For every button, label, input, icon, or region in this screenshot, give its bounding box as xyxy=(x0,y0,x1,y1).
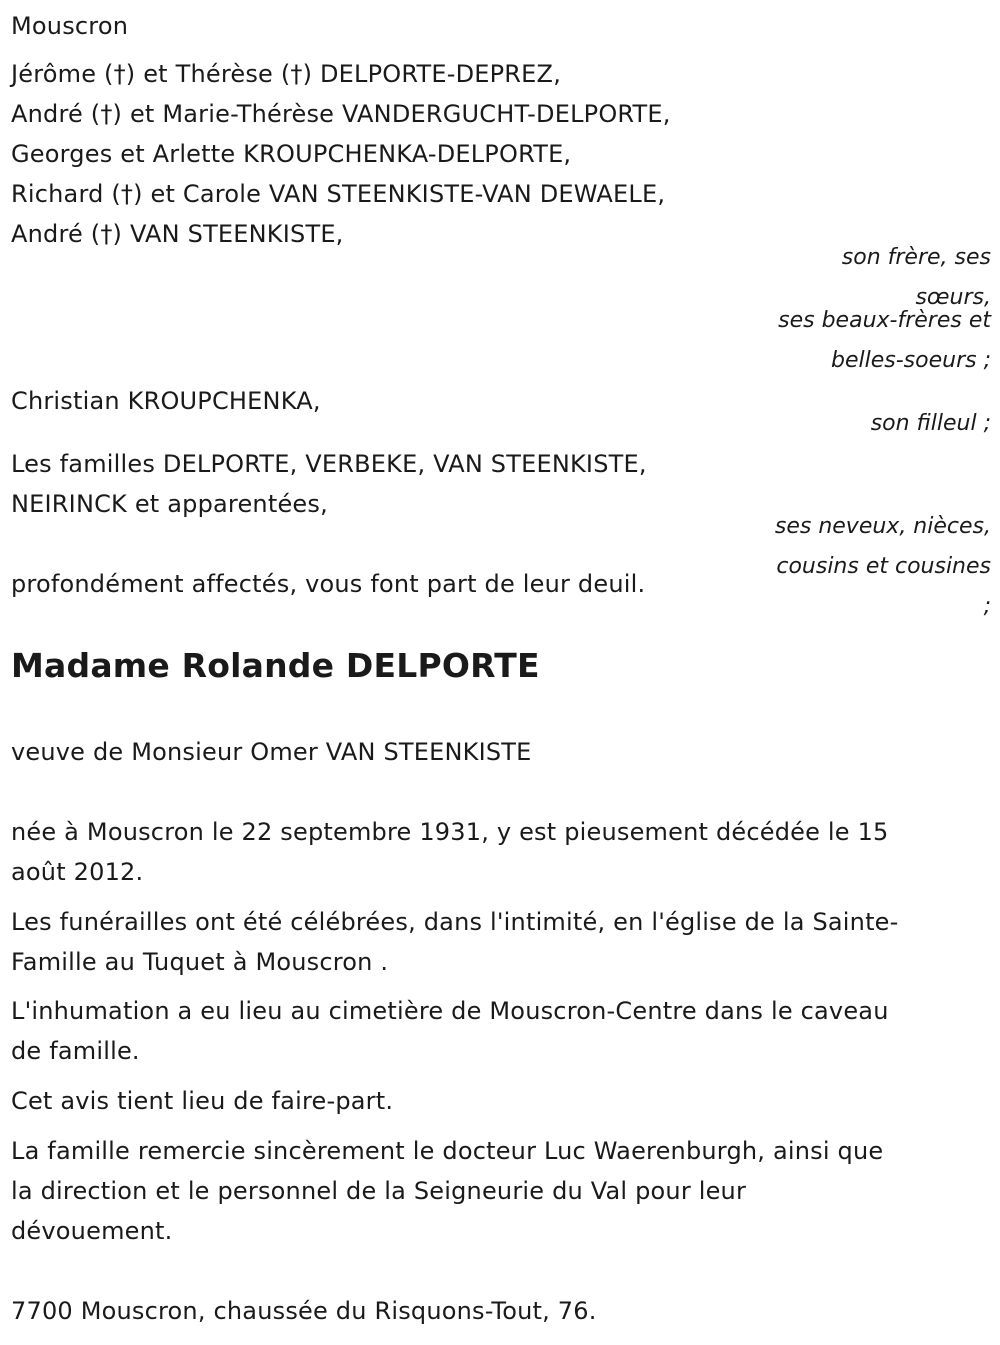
relation-nephews: cousins et cousines xyxy=(776,554,991,579)
family-line: Georges et Arlette KROUPCHENKA-DELPORTE, xyxy=(11,140,572,168)
relation-siblings: son frère, ses xyxy=(841,245,991,270)
deceased-name: Madame Rolande DELPORTE xyxy=(11,646,540,685)
notice-line: Cet avis tient lieu de faire-part. xyxy=(11,1087,394,1115)
funeral-line: Famille au Tuquet à Mouscron . xyxy=(11,948,389,976)
thanks-line: dévouement. xyxy=(11,1217,173,1245)
relation-nephews: ; xyxy=(983,594,991,619)
city-header: Mouscron xyxy=(11,12,129,40)
godson-name: Christian KROUPCHENKA, xyxy=(11,387,321,415)
families-line: Les familles DELPORTE, VERBEKE, VAN STEENKISTE, xyxy=(11,450,647,478)
address: 7700 Mouscron, chaussée du Risquons-Tout, 76. xyxy=(11,1297,597,1325)
burial-line: de famille. xyxy=(11,1037,140,1065)
relation-inlaws: belles-soeurs ; xyxy=(831,348,991,373)
family-line: Richard (†) et Carole VAN STEENKISTE-VAN DEWAELE, xyxy=(11,180,666,208)
birth-death-line: née à Mouscron le 22 septembre 1931, y est pieusement décédée le 15 xyxy=(11,818,889,846)
relation-nephews: ses neveux, nièces, xyxy=(774,514,991,539)
family-line: André (†) VAN STEENKISTE, xyxy=(11,220,344,248)
relation-siblings: sœurs, xyxy=(915,285,991,310)
families-line: NEIRINCK et apparentées, xyxy=(11,490,328,518)
spouse-line: veuve de Monsieur Omer VAN STEENKISTE xyxy=(11,738,532,766)
funeral-line: Les funérailles ont été célébrées, dans l'intimité, en l'église de la Sainte- xyxy=(11,908,899,936)
birth-death-line: août 2012. xyxy=(11,858,144,886)
announcement: profondément affectés, vous font part de leur deuil. xyxy=(11,570,646,598)
burial-line: L'inhumation a eu lieu au cimetière de Mouscron-Centre dans le caveau xyxy=(11,997,889,1025)
relation-godson: son filleul ; xyxy=(870,411,991,436)
relation-inlaws: ses beaux-frères et xyxy=(778,308,991,333)
family-line: Jérôme (†) et Thérèse (†) DELPORTE-DEPREZ, xyxy=(11,60,562,88)
thanks-line: La famille remercie sincèrement le docteur Luc Waerenburgh, ainsi que xyxy=(11,1137,884,1165)
thanks-line: la direction et le personnel de la Seigneurie du Val pour leur xyxy=(11,1177,747,1205)
family-line: André (†) et Marie-Thérèse VANDERGUCHT-DELPORTE, xyxy=(11,100,671,128)
